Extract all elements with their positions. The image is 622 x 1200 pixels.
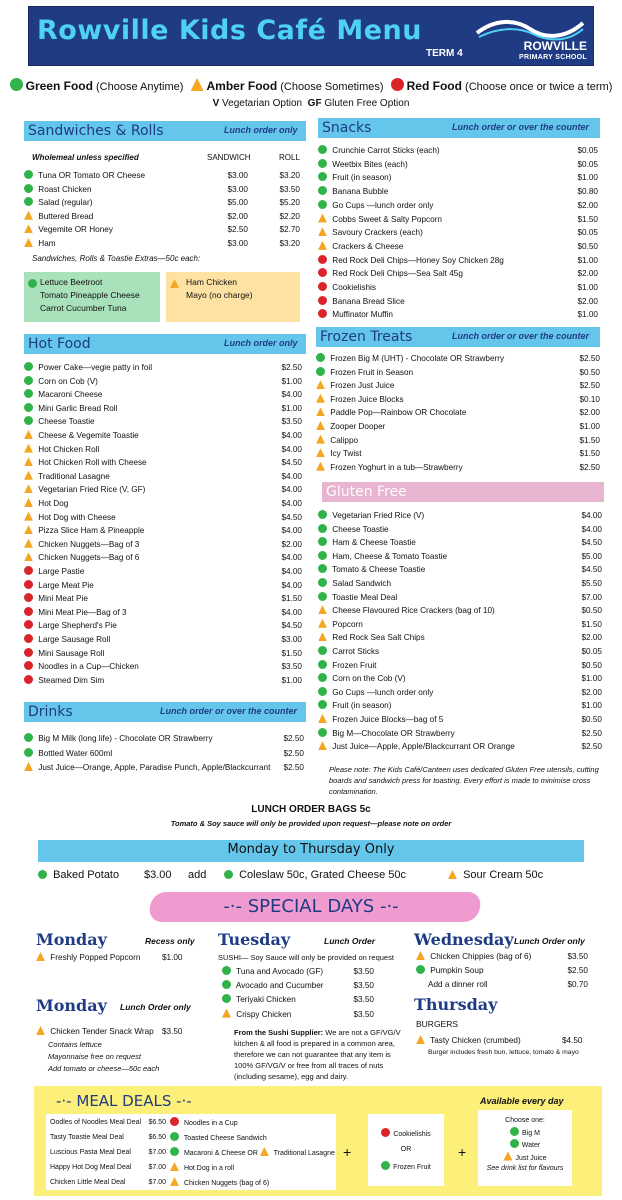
menu-item: Vegetarian Fried Rice (V, GF) $4.00 (24, 484, 314, 495)
amber-triangle-icon (36, 952, 45, 961)
monday2-note: Lunch Order only (120, 1002, 191, 1012)
amber-triangle-icon (316, 462, 325, 471)
snack-choice-box: Cookielishis OR Frozen Fruit (368, 1114, 444, 1186)
menu-title: Rowville Kids Café Menu (37, 15, 422, 46)
menu-item: Vegetarian Fried Rice (V) $4.00 (318, 510, 602, 521)
menu-item: Salad (regular) $5.00 $5.20 (24, 197, 314, 208)
gluten-note: Please note: The Kids Café/Canteen uses dedicated Gluten Free utensils, cutting boards and sandwich press for toasting. Every effort is made to minimise cross contamination. (329, 765, 599, 796)
tuesday-title: Tuesday (218, 930, 291, 949)
amber-triangle-icon (24, 238, 33, 247)
amber-triangle-icon (24, 525, 33, 534)
menu-item: Calippo $1.50 (316, 435, 600, 446)
menu-item: Bottled Water 600ml $2.50 (24, 748, 314, 759)
wrap-row: Chicken Tender Snack Wrap $3.50 (36, 1026, 206, 1037)
amber-triangle-icon (316, 407, 325, 416)
green-dot-icon (318, 172, 327, 181)
drink-choice-box: Choose one: Big M Water Just Juice See drink list for flavours (478, 1110, 572, 1186)
menu-item: Chicken Nuggets—Bag of 6 $4.00 (24, 552, 314, 563)
green-dot-icon (28, 279, 37, 288)
red-dot-icon (170, 1117, 179, 1126)
burger-row: Tasty Chicken (crumbed) $4.50 (416, 1035, 586, 1046)
green-dot-icon (316, 353, 325, 362)
amber-triangle-icon (170, 1162, 179, 1171)
menu-item: Red Rock Sea Salt Chips $2.00 (318, 632, 602, 643)
menu-item: Hot Dog with Cheese $4.50 (24, 512, 314, 523)
menu-item: Corn on Cob (V) $1.00 (24, 376, 314, 387)
red-dot-icon (24, 620, 33, 629)
sushi-note: SUSHI— Soy Sauce will only be provided on request (218, 953, 394, 962)
bags-title: LUNCH ORDER BAGS 5c (251, 804, 371, 815)
menu-item: Mini Garlic Bread Roll $1.00 (24, 403, 314, 414)
menu-item: Hot Chicken Roll $4.00 (24, 444, 314, 455)
amber-triangle-icon (318, 714, 327, 723)
sandwiches-band: Sandwiches & Rolls Lunch order only (24, 121, 306, 141)
menu-item: Red Rock Deli Chips—Honey Soy Chicken 28g $1.00 (318, 255, 602, 266)
amber-triangle-icon (416, 951, 425, 960)
menu-item: Toastie Meal Deal $7.00 (318, 592, 602, 603)
menu-item: Vegemite OR Honey $2.50 $2.70 (24, 224, 314, 235)
green-dot-icon (24, 389, 33, 398)
monday-note: Recess only (145, 936, 195, 946)
menu-item: Banana Bubble $0.80 (318, 186, 602, 197)
plus-2: + (458, 1144, 467, 1160)
amber-triangle-icon (503, 1152, 512, 1161)
wrap-note-2: Mayonnaise free on request (48, 1052, 141, 1061)
tuesday-note: Lunch Order (324, 936, 376, 946)
menu-item: Noodles in a Cup—Chicken $3.50 (24, 661, 314, 672)
green-dot-icon (316, 367, 325, 376)
burger-desc: Burger includes fresh bun, lettuce, tomato & mayo (428, 1049, 579, 1056)
amber-triangle-icon (318, 741, 327, 750)
amber-triangle-icon (318, 632, 327, 641)
red-dot-icon (24, 607, 33, 616)
amber-triangle-icon (24, 457, 33, 466)
drinks-band: Drinks Lunch order or over the counter (24, 702, 306, 722)
amber-triangle-icon (318, 605, 327, 614)
amber-triangle-icon (24, 471, 33, 480)
amber-triangle-icon (24, 211, 33, 220)
green-dot-icon (24, 362, 33, 371)
monday-title: Monday (36, 930, 107, 949)
amber-triangle-icon (24, 444, 33, 453)
menu-item: Mini Meat Pie—Bag of 3 $4.00 (24, 607, 314, 618)
menu-item: Fruit (in season) $1.00 (318, 700, 602, 711)
frozen-band: Frozen Treats Lunch order or over the counter (316, 327, 600, 347)
amber-triangle-icon (416, 1035, 425, 1044)
hot-band: Hot Food Lunch order only (24, 334, 306, 354)
thursday-title: Thursday (414, 995, 498, 1014)
green-dot-icon (24, 416, 33, 425)
green-dot-icon (318, 551, 327, 560)
menu-item: Avocado and Cucumber $3.50 (222, 980, 382, 991)
menu-item: Macaroni Cheese $4.00 (24, 389, 314, 400)
green-dot-icon (318, 687, 327, 696)
amber-extras-1: Ham Chicken (186, 277, 238, 287)
menu-item: Frozen Juice Blocks—bag of 5 $0.50 (318, 714, 602, 725)
available-note: Available every day (480, 1096, 564, 1106)
meal-deal-row: Oodles of Noodles Meal Deal $6.50 Noodles in a Cup (50, 1119, 238, 1127)
menu-item: Cobbs Sweet & Salty Popcorn $1.50 (318, 214, 602, 225)
amber-triangle-icon (318, 619, 327, 628)
gluten-band: Gluten Free (322, 482, 604, 502)
menu-item: Icy Twist $1.50 (316, 448, 600, 459)
green-dot-icon (24, 170, 33, 179)
menu-item: Crunchie Carrot Sticks (each) $0.05 (318, 145, 602, 156)
green-dot-icon (510, 1139, 519, 1148)
menu-item: Tomato & Cheese Toastie $4.50 (318, 564, 602, 575)
red-dot-icon (318, 268, 327, 277)
wrap-note-3: Add tomato or cheese—50c each (48, 1064, 160, 1073)
school-name: ROWVILLE PRIMARY SCHOOL (519, 39, 587, 61)
green-dot-icon (318, 578, 327, 587)
red-dot-icon (24, 648, 33, 657)
green-dot-icon (24, 197, 33, 206)
green-dot-icon (318, 673, 327, 682)
green-dot-icon (24, 376, 33, 385)
amber-triangle-icon (448, 870, 457, 879)
amber-triangle-icon (316, 435, 325, 444)
amber-triangle-icon (316, 380, 325, 389)
menu-item: Frozen Juice Blocks $0.10 (316, 394, 600, 405)
menu-item: Big M—Chocolate OR Strawberry $2.50 (318, 728, 602, 739)
menu-item: Frozen Just Juice $2.50 (316, 380, 600, 391)
red-dot-icon (318, 255, 327, 264)
green-dot-icon (170, 1132, 179, 1141)
red-dot-icon (24, 634, 33, 643)
legend: Green Food (Choose Anytime) Amber Food (Choose Sometimes) Red Food (Choose once or twice a term) (0, 78, 622, 93)
amber-triangle-icon (24, 498, 33, 507)
snacks-band: Snacks Lunch order or over the counter (318, 118, 600, 138)
menu-item: Cheese Toastie $3.50 (24, 416, 314, 427)
menu-item: Cheese & Vegemite Toastie $4.00 (24, 430, 314, 441)
amber-triangle-icon (316, 421, 325, 430)
amber-triangle-icon (170, 1177, 179, 1186)
school-logo-icon (475, 15, 585, 41)
col-roll: ROLL (279, 153, 300, 162)
menu-item: Roast Chicken $3.00 $3.50 (24, 184, 314, 195)
amber-triangle-icon (222, 1009, 231, 1018)
menu-item: Pumpkin Soup $2.50 (416, 965, 590, 976)
green-dot-icon (24, 748, 33, 757)
meal-deal-row: Chicken Little Meal Deal $7.00 Chicken Nuggets (bag of 6) (50, 1179, 270, 1187)
green-dot-icon (318, 592, 327, 601)
green-dot-icon (318, 186, 327, 195)
plus-1: + (343, 1144, 352, 1160)
green-dot-icon (318, 524, 327, 533)
green-dot-icon (318, 660, 327, 669)
green-dot-icon (318, 646, 327, 655)
menu-item: Ham & Cheese Toastie $4.50 (318, 537, 602, 548)
menu-item: Cookielishis $1.00 (318, 282, 602, 293)
menu-item: Crispy Chicken $3.50 (222, 1009, 382, 1020)
green-dot-icon (318, 700, 327, 709)
amber-triangle-icon (316, 394, 325, 403)
wrap-note-1: Contains lettuce (48, 1040, 102, 1049)
green-dot-icon (318, 200, 327, 209)
amber-triangle-icon (36, 1026, 45, 1035)
menu-item: Frozen Fruit in Season $0.50 (316, 367, 600, 378)
green-dot-icon (416, 965, 425, 974)
amber-triangle-icon (316, 448, 325, 457)
meal-deals-title: -·- MEAL DEALS -·- (56, 1092, 192, 1110)
menu-item: Large Pastie $4.00 (24, 566, 314, 577)
menu-item: Chicken Chippies (bag of 6) $3.50 (416, 951, 590, 962)
green-extras-1: Lettuce Beetroot (40, 277, 103, 287)
menu-item: Pizza Slice Ham & Pineapple $4.00 (24, 525, 314, 536)
special-days-title: -·- SPECIAL DAYS -·- (223, 896, 399, 917)
menu-item: Paddle Pop—Rainbow OR Chocolate $2.00 (316, 407, 600, 418)
red-dot-icon (391, 78, 404, 91)
menu-item: Hot Dog $4.00 (24, 498, 314, 509)
col-sandwich: SANDWICH (207, 153, 251, 162)
green-extras-box (24, 272, 160, 322)
green-dot-icon (318, 159, 327, 168)
menu-item: Ham, Cheese & Tomato Toastie $5.00 (318, 551, 602, 562)
menu-item: Add a dinner roll $0.70 (428, 980, 588, 990)
menu-item: Steamed Dim Sim $1.00 (24, 675, 314, 686)
red-dot-icon (24, 661, 33, 670)
menu-item: Ham $3.00 $3.20 (24, 238, 314, 249)
menu-item: Just Juice—Apple, Apple/Blackcurrant OR Orange $2.50 (318, 741, 602, 752)
term-label: TERM 4 (426, 48, 463, 59)
potato-row: Baked Potato $3.00 add Coleslaw 50c, Grated Cheese 50c Sour Cream 50c (38, 869, 598, 881)
green-dot-icon (222, 966, 231, 975)
menu-item: Just Juice—Orange, Apple, Paradise Punch, Apple/Blackcurrant $2.50 (24, 762, 314, 773)
menu-item: Large Sausage Roll $3.00 (24, 634, 314, 645)
sushi-supplier-note: From the Sushi Supplier: We are not a GF/VG/V kitchen & all food is prepared in a common area, therefore we can not guarantee that any item is 100% GF/VG/V or free from all traces of nuts (including sesame), egg and dairy. (234, 1028, 401, 1081)
amber-triangle-icon (24, 762, 33, 771)
red-dot-icon (24, 675, 33, 684)
amber-extras-2: Mayo (no charge) (186, 290, 253, 300)
amber-triangle-icon (318, 214, 327, 223)
green-extras-3: Carrot Cucumber Tuna (40, 303, 127, 313)
legend-options: V Vegetarian Option GF Gluten Free Option (212, 98, 410, 109)
amber-triangle-icon (24, 224, 33, 233)
red-dot-icon (318, 282, 327, 291)
menu-item: Salad Sandwich $5.50 (318, 578, 602, 589)
menu-item: Carrot Sticks $0.05 (318, 646, 602, 657)
menu-item: Crackers & Cheese $0.50 (318, 241, 602, 252)
menu-item: Chicken Nuggets—Bag of 3 $2.00 (24, 539, 314, 550)
green-dot-icon (318, 537, 327, 546)
green-dot-icon (318, 564, 327, 573)
green-dot-icon (222, 994, 231, 1003)
monday2-title: Monday (36, 996, 107, 1015)
wholemeal-note: Wholemeal unless specified (32, 153, 139, 162)
menu-item: Mini Meat Pie $1.50 (24, 593, 314, 604)
green-extras-2: Tomato Pineapple Cheese (40, 290, 140, 300)
menu-item: Teriyaki Chicken $3.50 (222, 994, 382, 1005)
amber-triangle-icon (24, 539, 33, 548)
menu-item: Large Shepherd's Pie $4.50 (24, 620, 314, 631)
red-dot-icon (318, 309, 327, 318)
menu-item: Cheese Flavoured Rice Crackers (bag of 10) $0.50 (318, 605, 602, 616)
green-dot-icon (24, 403, 33, 412)
menu-item: Big M Milk (long life) - Chocolate OR Strawberry $2.50 (24, 733, 314, 744)
green-dot-icon (170, 1147, 179, 1156)
amber-extras-box (166, 272, 300, 322)
green-dot-icon (510, 1127, 519, 1136)
menu-item: Cheese Toastie $4.00 (318, 524, 602, 535)
menu-item: Frozen Yoghurt in a tub—Strawberry $2.50 (316, 462, 600, 473)
amber-triangle-icon (191, 78, 204, 91)
mon-thu-band: Monday to Thursday Only (38, 840, 584, 862)
menu-item: Tuna OR Tomato OR Cheese $3.00 $3.20 (24, 170, 314, 181)
green-dot-icon (381, 1161, 390, 1170)
wednesday-note: Lunch Order only (514, 936, 585, 946)
meal-deal-row: Happy Hot Dog Meal Deal $7.00 Hot Dog in a roll (50, 1164, 235, 1172)
menu-item: Popcorn $1.50 (318, 619, 602, 630)
menu-item: Buttered Bread $2.00 $2.20 (24, 211, 314, 222)
green-dot-icon (24, 184, 33, 193)
burgers-label: BURGERS (416, 1019, 459, 1029)
menu-item: Frozen Big M (UHT) - Chocolate OR Strawberry $2.50 (316, 353, 600, 364)
menu-item: Savoury Crackers (each) $0.05 (318, 227, 602, 238)
menu-item: Hot Chicken Roll with Cheese $4.50 (24, 457, 314, 468)
green-dot-icon (224, 870, 233, 879)
menu-item: Tuna and Avocado (GF) $3.50 (222, 966, 382, 977)
wednesday-title: Wednesday (414, 930, 514, 949)
red-dot-icon (318, 296, 327, 305)
green-dot-icon (24, 733, 33, 742)
menu-item: Corn on the Cob (V) $1.00 (318, 673, 602, 684)
green-dot-icon (38, 870, 47, 879)
popcorn-row: Freshly Popped Popcorn $1.00 (36, 952, 206, 963)
red-dot-icon (24, 566, 33, 575)
amber-triangle-icon (24, 484, 33, 493)
red-dot-icon (24, 580, 33, 589)
menu-item: Go Cups —lunch order only $2.00 (318, 687, 602, 698)
menu-item: Frozen Fruit $0.50 (318, 660, 602, 671)
green-dot-icon (318, 510, 327, 519)
header-banner (28, 6, 594, 66)
meal-deal-row: Tasty Toastie Meal Deal $6.50 Toasted Cheese Sandwich (50, 1134, 267, 1142)
menu-item: Banana Bread Slice $2.00 (318, 296, 602, 307)
extras-note: Sandwiches, Rolls & Toastie Extras—50c each: (32, 254, 201, 263)
amber-triangle-icon (24, 430, 33, 439)
amber-triangle-icon (260, 1147, 269, 1156)
menu-item: Weetbix Bites (each) $0.05 (318, 159, 602, 170)
menu-item: Mini Sausage Roll $1.50 (24, 648, 314, 659)
menu-item: Fruit (in season) $1.00 (318, 172, 602, 183)
menu-item: Traditional Lasagne $4.00 (24, 471, 314, 482)
menu-item: Red Rock Deli Chips—Sea Salt 45g $2.00 (318, 268, 602, 279)
meal-deal-row: Luscious Pasta Meal Deal $7.00 Macaroni & Cheese OR Traditional Lasagne (50, 1149, 335, 1157)
green-dot-icon (222, 980, 231, 989)
amber-triangle-icon (318, 227, 327, 236)
bags-sub: Tomato & Soy sauce will only be provided upon request—please note on order (170, 819, 452, 828)
amber-triangle-icon (318, 241, 327, 250)
menu-item: Zooper Dooper $1.00 (316, 421, 600, 432)
red-dot-icon (381, 1128, 390, 1137)
green-dot-icon (10, 78, 23, 91)
menu-item: Go Cups —lunch order only $2.00 (318, 200, 602, 211)
menu-item: Large Meat Pie $4.00 (24, 580, 314, 591)
green-dot-icon (318, 728, 327, 737)
red-dot-icon (24, 593, 33, 602)
amber-triangle-icon (24, 512, 33, 521)
amber-triangle-icon (24, 552, 33, 561)
green-dot-icon (318, 145, 327, 154)
menu-item: Power Cake—vegie patty in foil $2.50 (24, 362, 314, 373)
menu-item: Muffinator Muffin $1.00 (318, 309, 602, 320)
